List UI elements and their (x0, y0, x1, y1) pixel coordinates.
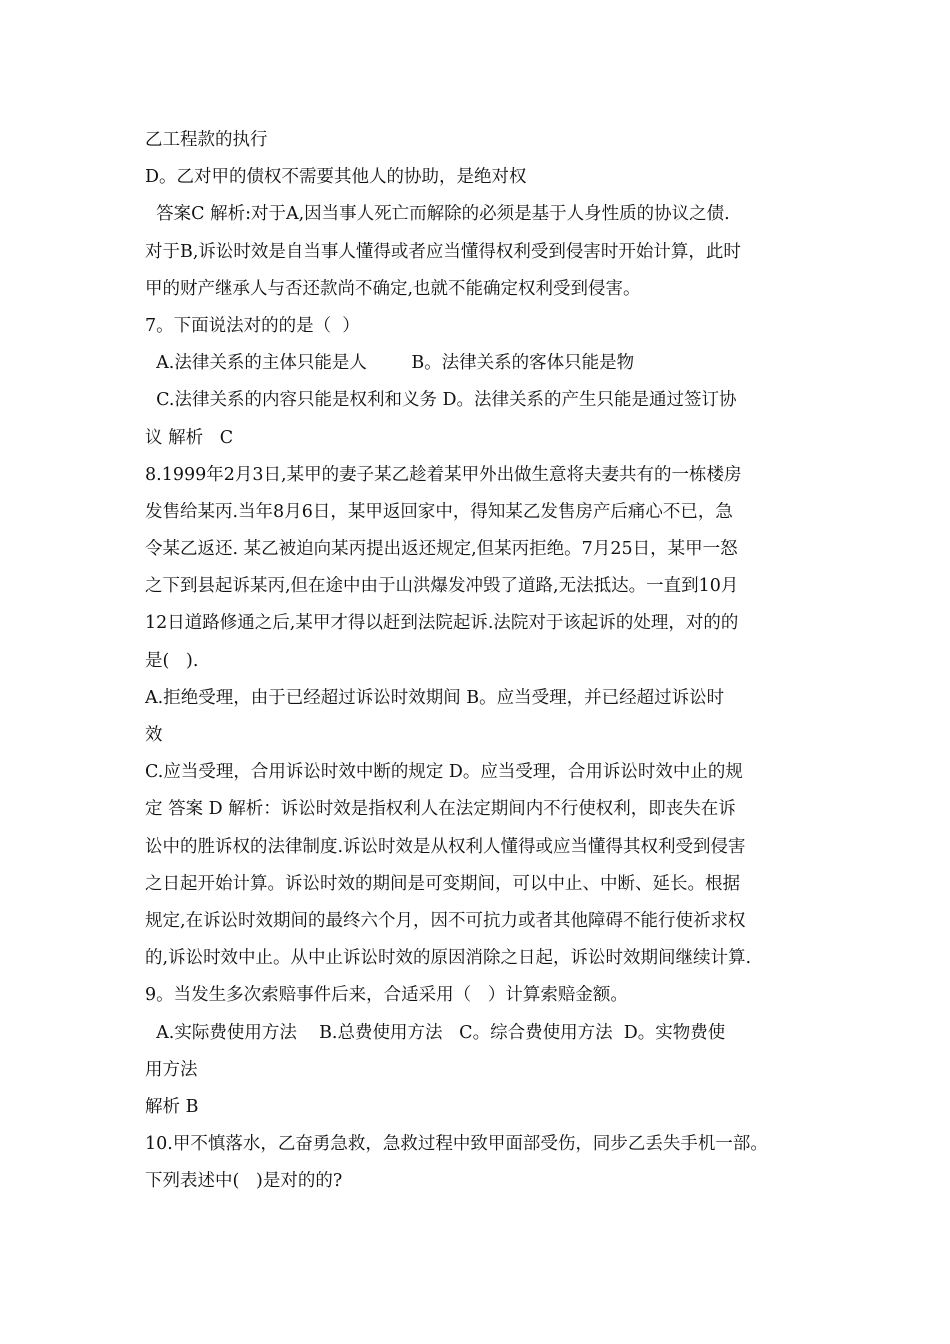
text-line: A.实际费使用方法 B.总费使用方法 C。综合费使用方法 D。实物费使 (145, 1022, 726, 1043)
text-line: 答案C 解析:对于A,因当事人死亡而解除的必须是基于人身性质的协议之债. (145, 204, 730, 225)
text-line: 令某乙返还. 某乙被迫向某丙提出返还规定,但某丙拒绝。7月25日，某甲一怒 (145, 539, 738, 560)
text-line: A.拒绝受理，由于已经超过诉讼时效期间 B。应当受理，并已经超过诉讼时 (145, 687, 725, 708)
text-line: 乙工程款的执行 (145, 130, 268, 150)
question-7: 7。下面说法对的的是（ ） (145, 315, 360, 336)
text-line: 之下到县起诉某丙,但在途中由于山洪爆发冲毁了道路,无法抵达。一直到10月 (145, 576, 739, 597)
text-line: A.法律关系的主体只能是人 B。法律关系的客体只能是物 (145, 353, 635, 374)
text-line: 议 解析 C (145, 427, 234, 448)
text-line: 的,诉讼时效中止。从中止诉讼时效的原因消除之日起，诉讼时效期间继续计算. (145, 948, 752, 969)
text-line: C.应当受理，合用诉讼时效中断的规定 D。应当受理，合用诉讼时效中止的规 (145, 762, 743, 783)
question-8: 8.1999年2月3日,某甲的妻子某乙趁着某甲外出做生意将夫妻共有的一栋楼房 (145, 464, 742, 485)
text-line: 发售给某丙.当年8月6日，某甲返回家中，得知某乙发售房产后痛心不已，急 (145, 501, 733, 522)
text-line: 甲的财产继承人与否还款尚不确定,也就不能确定权利受到侵害。 (145, 278, 641, 299)
text-line: 定 答案 D 解析：诉讼时效是指权利人在法定期间内不行使权利，即丧失在诉 (145, 799, 736, 820)
text-line: 之日起开始计算。诉讼时效的期间是可变期间，可以中止、中断、延长。根据 (145, 873, 740, 894)
document-body (145, 122, 830, 1200)
text-line: 用方法 (145, 1059, 198, 1080)
question-10: 10.甲不慎落水，乙奋勇急救，急救过程中致甲面部受伤，同步乙丢失手机一部。 (145, 1134, 768, 1155)
text-line: 讼中的胜诉权的法律制度.诉讼时效是从权利人懂得或应当懂得其权利受到侵害 (145, 836, 746, 857)
text-line: 下列表述中( )是对的的? (145, 1171, 343, 1192)
text-line: 12日道路修通之后,某甲才得以赶到法院起诉.法院对于该起诉的处理，对的的 (145, 613, 739, 634)
text-line: 解析 B (145, 1096, 199, 1117)
text-line: 对于B,诉讼时效是自当事人懂得或者应当懂得权利受到侵害时开始计算，此时 (145, 241, 741, 262)
text-line: C.法律关系的内容只能是权利和义务 D。法律关系的产生只能是通过签订协 (145, 390, 737, 411)
question-9: 9。当发生多次索赔事件后来，合适采用（ ）计算索赔金额。 (145, 985, 628, 1006)
text-line: 是( ). (145, 650, 199, 671)
text-line: 规定,在诉讼时效期间的最终六个月，因不可抗力或者其他障碍不能行使祈求权 (145, 910, 746, 931)
text-line: D。乙对甲的债权不需要其他人的协助，是绝对权 (145, 167, 527, 188)
text-line: 效 (145, 725, 163, 745)
